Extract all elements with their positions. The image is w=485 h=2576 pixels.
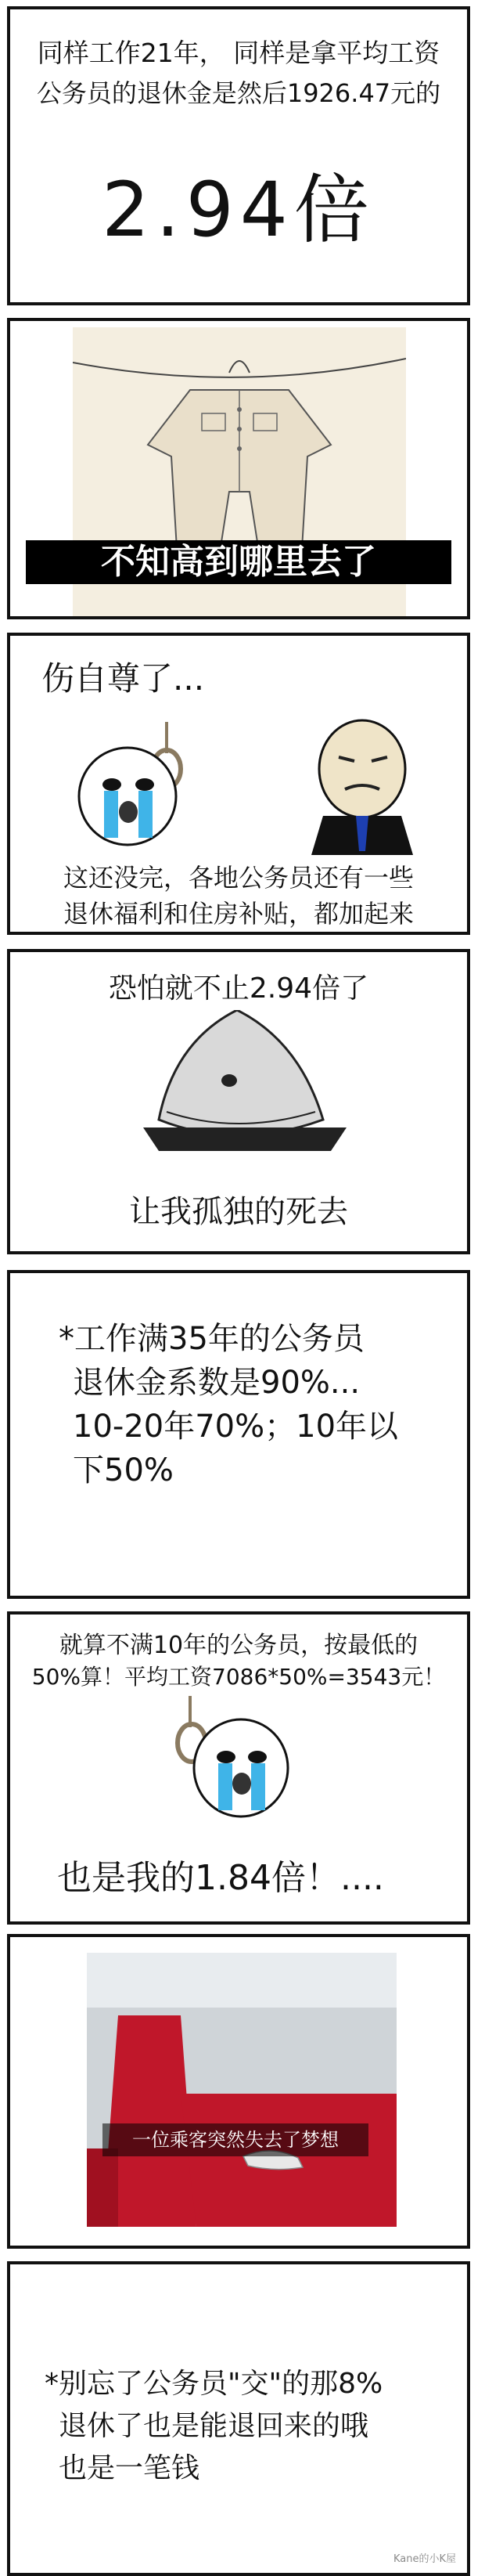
fish-head-illustration <box>143 1010 347 1151</box>
panel5-line3: 10-20年70%；10年以 <box>73 1409 399 1445</box>
panel7-caption: 一位乘客突然失去了梦想 <box>102 2123 368 2156</box>
panel1-line1: 同样工作21年， 同样是拿平均工资 <box>37 38 440 68</box>
panel-train-seat <box>7 1934 470 2249</box>
panel2-caption: 不知高到哪里去了 <box>26 540 451 584</box>
crying-face-icon <box>73 722 198 855</box>
panel8-line1: *别忘了公务员"交"的那8% <box>45 2368 383 2400</box>
panel5-line2: 退休金系数是90%... <box>73 1365 361 1401</box>
panel4-title: 恐怕就不止2.94倍了 <box>108 972 369 1005</box>
panel6-line1: 就算不满10年的公务员，按最低的 <box>59 1632 419 1659</box>
panel-pension-coefficients <box>7 1270 470 1599</box>
watermark: Kane的小K屋 <box>393 2553 456 2565</box>
panel3-title: 伤自尊了... <box>41 659 205 698</box>
panel-uniform-image <box>7 318 470 619</box>
sad-man-face-icon <box>307 714 417 855</box>
panel5-line1: *工作满35年的公务员 <box>59 1321 365 1357</box>
panel-hurt-pride <box>7 633 470 935</box>
crying-face-noose-icon <box>174 1696 300 1829</box>
panel5-line4: 下50% <box>73 1452 174 1488</box>
panel4-caption: 让我孤独的死去 <box>129 1194 348 1230</box>
panel8-line2: 退休了也是能退回来的哦 <box>59 2410 369 2442</box>
panel-eight-percent <box>7 2261 470 2576</box>
panel1-line2: 公务员的退休金是然后1926.47元的 <box>36 78 441 108</box>
train-seat-fish-photo <box>87 1953 397 2227</box>
panel6-line2: 50%算！平均工资7086*50%=3543元！ <box>31 1664 446 1690</box>
panel8-line3: 也是一笔钱 <box>59 2452 200 2484</box>
panel3-line2: 退休福利和住房补贴，都加起来 <box>63 899 414 929</box>
panel-minimum-calculation <box>7 1611 470 1925</box>
panel3-line1: 这还没完，各地公务员还有一些 <box>63 863 414 893</box>
panel-lonely-fish <box>7 949 470 1254</box>
panel-retirement-ratio <box>7 6 470 305</box>
panel1-big-ratio: 2.94倍 <box>102 166 375 254</box>
panel6-big-ratio: 也是我的1.84倍！.... <box>57 1858 384 1898</box>
